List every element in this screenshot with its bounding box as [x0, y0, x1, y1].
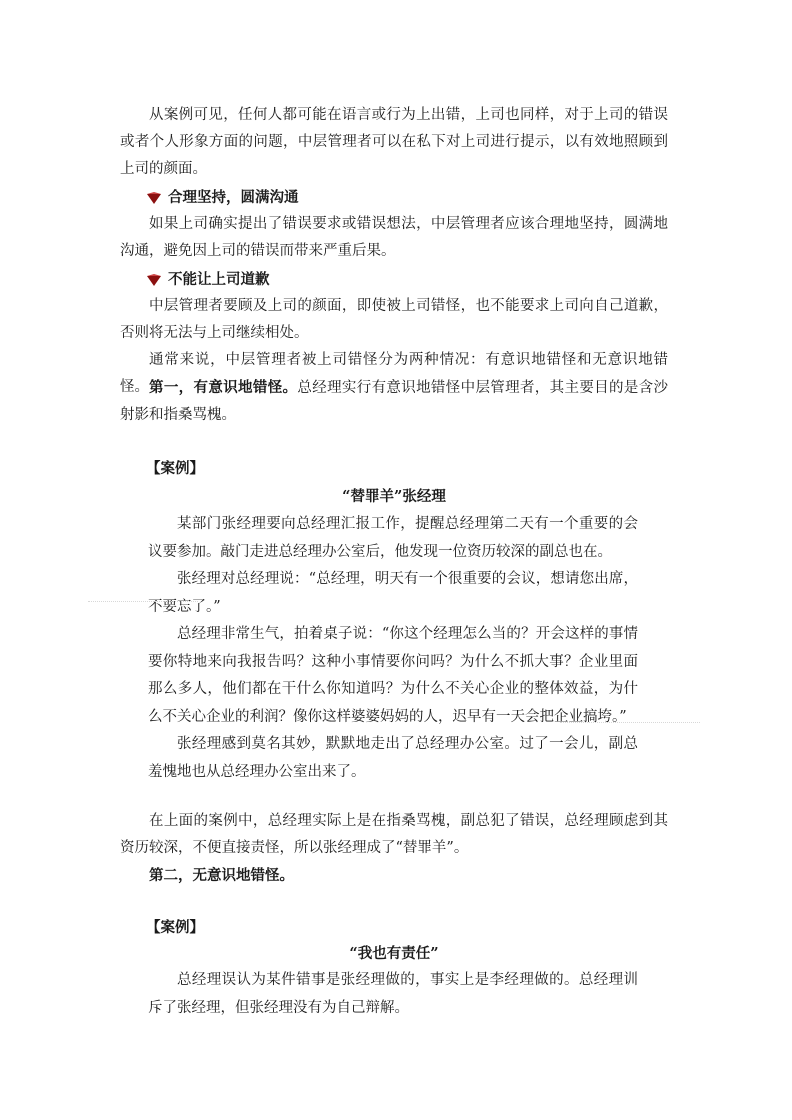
- paragraph-scapegoat-analysis: 在上面的案例中，总经理实际上是在指桑骂槐，副总犯了错误，总经理顾虑到其资历较深，不便直接责怪，所以张经理成了“替罪羊”。: [120, 813, 668, 856]
- case-label-2: 【案例】: [146, 919, 204, 936]
- paragraph-first-case: [120, 374, 668, 429]
- heading-no-apology: [146, 270, 270, 290]
- dotted-artifact: [560, 722, 700, 723]
- heading-text: 合理坚持，圆满沟通: [168, 189, 299, 206]
- paragraph-second-case: 第二，无意识地错怪。: [149, 867, 294, 884]
- case-label-1: 【案例】: [146, 460, 204, 477]
- case-title-2: “我也有责任”: [349, 945, 439, 962]
- paragraph-two-cases: 通常来说，中层管理者被上司错怪分为两种情况：有意识地错怪和无意识地错怪。: [120, 352, 668, 395]
- heading-text: 不能让上司道歉: [168, 271, 270, 288]
- arrow-bullet-icon: [146, 191, 162, 205]
- paragraph-intro: 从案例可见，任何人都可能在语言或行为上出错，上司也同样，对于上司的错误或者个人形象方面的问题，中层管理者可以在私下对上司进行提示，以有效地照顾到上司的颜面。: [120, 107, 668, 177]
- heading-reasonable-persistence: [146, 188, 299, 208]
- case1-paragraph-4: 张经理感到莫名其妙，默默地走出了总经理办公室。过了一会儿，副总羞愧地也从总经理办公室出来了。: [148, 736, 638, 780]
- case1-paragraph-1: 某部门张经理要向总经理汇报工作，提醒总经理第二天有一个重要的会议要参加。敲门走进总经理办公室后，他发现一位资历较深的副总也在。: [148, 516, 638, 560]
- case1-paragraph-2: 张经理对总经理说：“总经理，明天有一个很重要的会议，想请您出席，不要忘了。”: [148, 571, 638, 615]
- paragraph-face: 中层管理者要顾及上司的颜面，即使被上司错怪，也不能要求上司向自己道歉，否则将无法与上司继续相处。: [120, 298, 668, 341]
- dotted-artifact: [88, 601, 198, 602]
- first-case-text: 总经理实行有意识地错怪中层管理者，其主要目的是含沙射影和指桑骂槐。: [120, 380, 669, 423]
- case1-paragraph-3: 总经理非常生气，拍着桌子说：“你这个经理怎么当的？开会这样的事情要你特地来向我报告吗？这种小事情要你问吗？为什么不抓大事？企业里面那么多人，他们都在干什么你知道吗？为什么不关心企业的整体效益，为什么不关心企业的利润？像你这样婆婆妈妈的人，迟早有一天会把企业搞垮。”: [148, 626, 638, 725]
- first-case-lead: 第一，有意识地错怪。: [149, 379, 298, 396]
- paragraph-persist: 如果上司确实提出了错误要求或错误想法，中层管理者应该合理地坚持，圆满地沟通，避免因上司的错误而带来严重后果。: [120, 216, 668, 259]
- case2-paragraph-1: 总经理误认为某件错事是张经理做的，事实上是李经理做的。总经理训斥了张经理，但张经理没有为自己辩解。: [148, 972, 638, 1016]
- arrow-bullet-icon: [146, 273, 162, 287]
- case-title-1: “替罪羊”张经理: [342, 488, 446, 505]
